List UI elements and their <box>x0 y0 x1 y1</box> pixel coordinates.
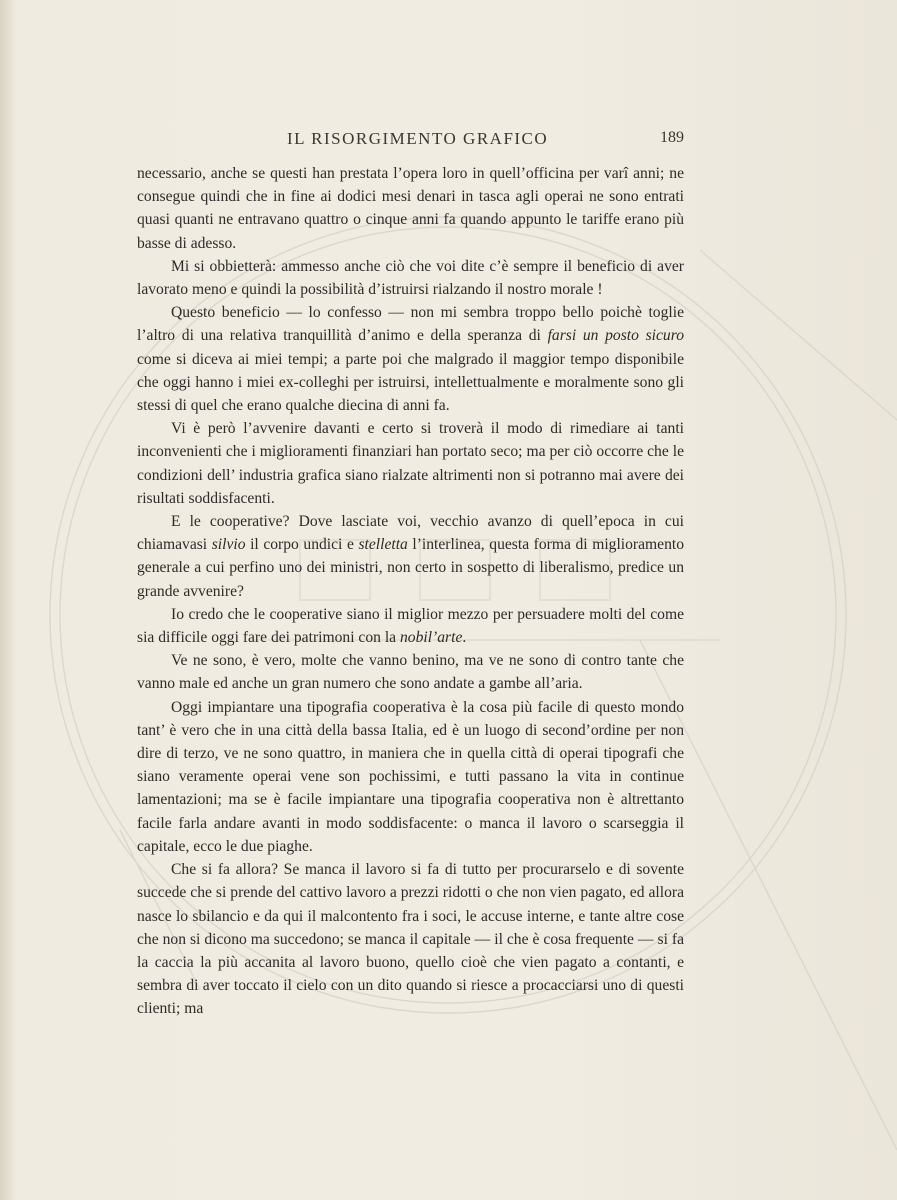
text-run: . <box>462 629 467 647</box>
page-header <box>137 126 684 154</box>
text-run: come si diceva ai miei tempi; a parte poi che malgrado il maggior tempo disponibile che oggi hanno i miei ex-colleghi per istruirsi, intellettualmente e moralmente sono gli stessi di quel che erano qualche diecina di anni fa. <box>137 350 684 415</box>
italic-text: nobil’arte <box>400 629 463 647</box>
italic-text: stelletta <box>358 536 408 554</box>
paragraph <box>137 417 684 510</box>
paragraph <box>137 603 684 649</box>
page-number: 189 <box>660 129 684 146</box>
page-gutter <box>0 0 14 1200</box>
text-run: E le cooperative? Dove lasciate voi, vecchio avanzo di quell’epoca in cui chiamavasi <box>137 513 684 554</box>
text-run: Questo beneficio — lo confesso — non mi sembra troppo bello poichè toglie l’altro di una relativa tranquillità d’animo e della speranza di <box>137 304 684 345</box>
text-run: Ve ne sono, è vero, molte che vanno benino, ma ve ne sono di contro tante che vanno male ed anche un gran numero che sono andate a gambe all’aria. <box>137 652 684 693</box>
italic-text: farsi un posto sicuro <box>547 327 685 345</box>
paragraph <box>137 510 684 603</box>
running-title: IL RISORGIMENTO GRAFICO <box>287 129 549 148</box>
italic-text: silvio <box>211 536 246 554</box>
text-run: l’interlinea, questa forma di miglioramento generale a cui perfino uno dei ministri, non certo in sospetto di liberalismo, predice un grande avvenire? <box>137 536 685 600</box>
text-run: Oggi impiantare una tipografia cooperativa è la cosa più facile di questo mondo tant’ è vero che in una città della bassa Italia, ed è un luogo di second’ordine per non dire di terzo, ve ne sono quattro, in maniera che in quella città di operai tipografi che siano veramente operai vene son pochissimi, e tutti passano la vita in continue lamentazioni; ma se è facile impiantare una tipografia cooperativa non è altrettanto facile farla andare avanti in modo soddisfacente: o manca il lavoro o scarseggia il capitale, ecco le due piaghe. <box>137 698 684 855</box>
paragraph <box>137 301 684 417</box>
text-run: il corpo undici e <box>245 536 359 554</box>
body-text <box>137 162 684 1021</box>
text-run: necessario, anche se questi han prestata l’opera loro in quell’officina per varî anni; ne consegue quindi che in fine ai dodici mesi denari in tasca agli operai ne sono entrati quasi quanti ne entravano quattro o cinque anni fa quando appunto le tariffe erano più basse di adesso. <box>137 165 684 252</box>
text-run: Che si fa allora? Se manca il lavoro si fa di tutto per procurarselo e di sovente succede che si prende del cattivo lavoro a prezzi ridotti o che non vien pagato, ed allora nasce lo sbilancio e da qui il malcontento fra i soci, le accuse interne, e tante altre cose che non si dicono ma succedono; se manca il capitale — il che è cosa frequente — si fa la caccia la più accanita al lavoro buono, quello cioè che vien pagato a contanti, e sembra di aver toccato il cielo con un dito quando si riesce a procacciarsi uno di questi clienti; ma <box>137 861 684 1018</box>
paragraph <box>137 162 684 255</box>
paragraph <box>137 858 684 1020</box>
text-run: Vi è però l’avvenire davanti e certo si troverà il modo di rimediare ai tanti inconvenienti che i miglioramenti finanziari han portato seco; ma per ciò occorre che le condizioni dell’ industria grafica siano rialzate altrimenti non si potranno mai avere dei risultati soddisfacenti. <box>137 420 684 507</box>
paragraph <box>137 255 684 301</box>
text-run: Mi si obbietterà: ammesso anche ciò che voi dite c’è sempre il beneficio di aver lavorato meno e quindi la possibilità d’istruirsi rialzando il nostro morale ! <box>137 257 684 299</box>
text-run: Io credo che le cooperative siano il miglior mezzo per persuadere molti del come sia difficile oggi fare dei patrimoni con la <box>137 605 684 647</box>
paragraph <box>137 649 684 695</box>
paragraph <box>137 696 684 858</box>
